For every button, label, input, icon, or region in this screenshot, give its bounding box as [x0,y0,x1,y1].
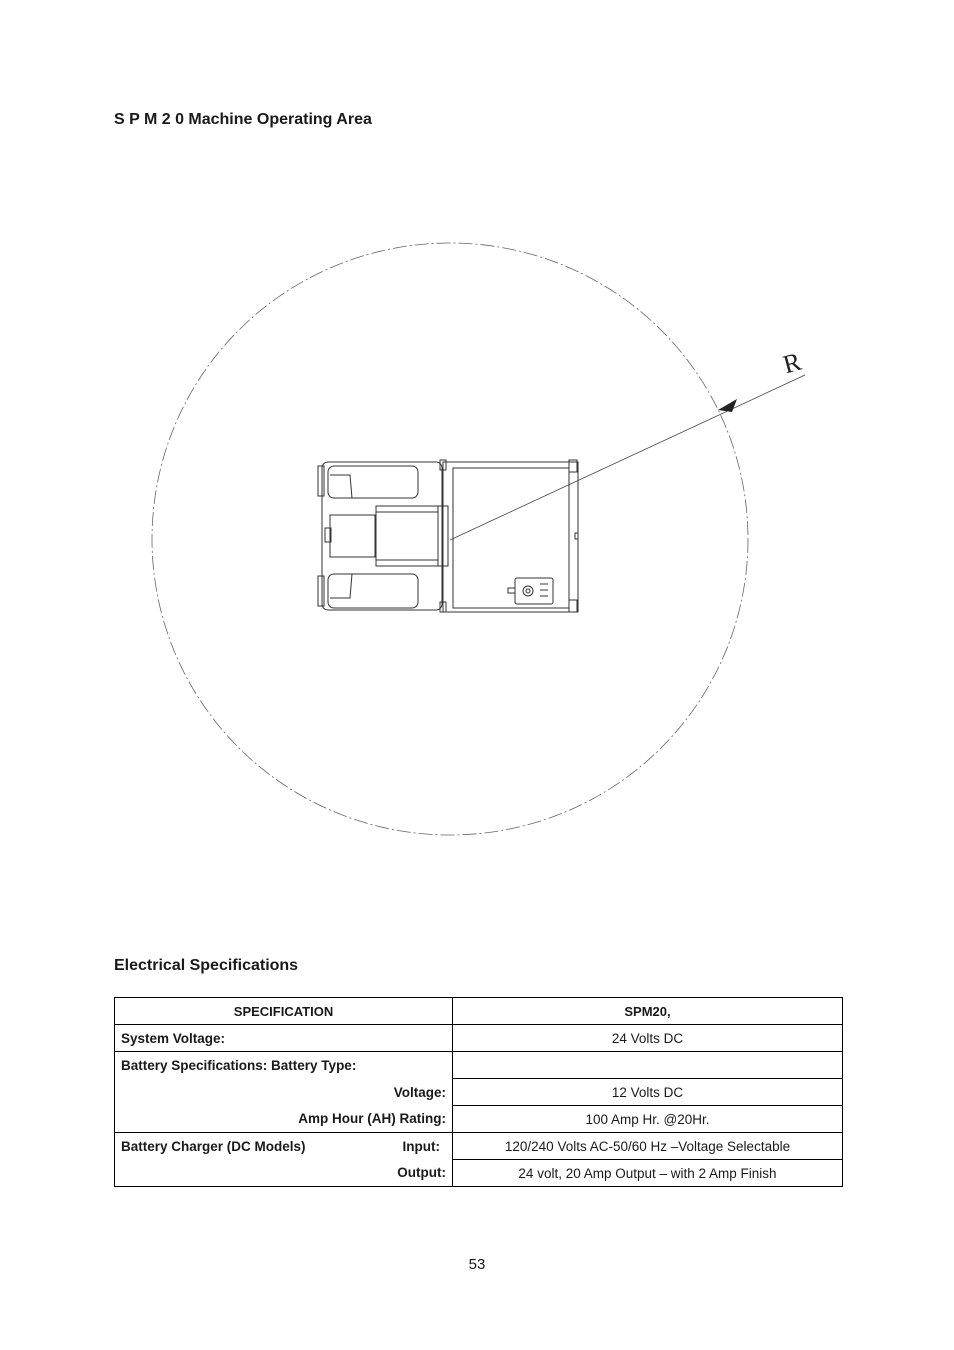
table-row [115,1052,843,1079]
operating-radius-circle [152,243,748,835]
table-row [115,1160,843,1187]
spec-label-cell [115,1133,453,1160]
table-header-cell: SPECIFICATION [115,998,453,1025]
spec-value: 100 Amp Hr. @20Hr. [453,1106,843,1133]
table-row [115,1079,843,1106]
table-row [115,1025,843,1052]
spec-value [453,1052,843,1079]
table-header-row [115,998,843,1025]
spec-label: Voltage: [115,1079,453,1106]
spec-label: Amp Hour (AH) Rating: [115,1106,453,1133]
electrical-spec-table [114,997,843,1187]
spec-label: Battery Charger (DC Models) [121,1138,306,1154]
page-number: 53 [468,1256,486,1273]
section-title-electrical-specs: Electrical Specifications [114,957,299,974]
spec-sublabel: Input: [402,1138,440,1154]
section-title-operating-area: S P M 2 0 Machine Operating Area [114,111,372,128]
spec-label: System Voltage: [115,1025,453,1052]
spec-value: 24 Volts DC [453,1025,843,1052]
table-header-cell: SPM20, [453,998,843,1025]
radius-label: R [779,346,805,380]
radius-leader-line [450,375,805,540]
table-row [115,1106,843,1133]
radius-arrowhead [718,399,737,412]
spec-label: Output: [115,1160,453,1187]
spec-value: 12 Volts DC [453,1079,843,1106]
spec-value: 24 volt, 20 Amp Output – with 2 Amp Finish [453,1160,843,1187]
machine-top-view [318,460,578,612]
spec-label: Battery Specifications: Battery Type: [115,1052,453,1079]
spec-value: 120/240 Volts AC-50/60 Hz –Voltage Selectable [453,1133,843,1160]
table-row [115,1133,843,1160]
